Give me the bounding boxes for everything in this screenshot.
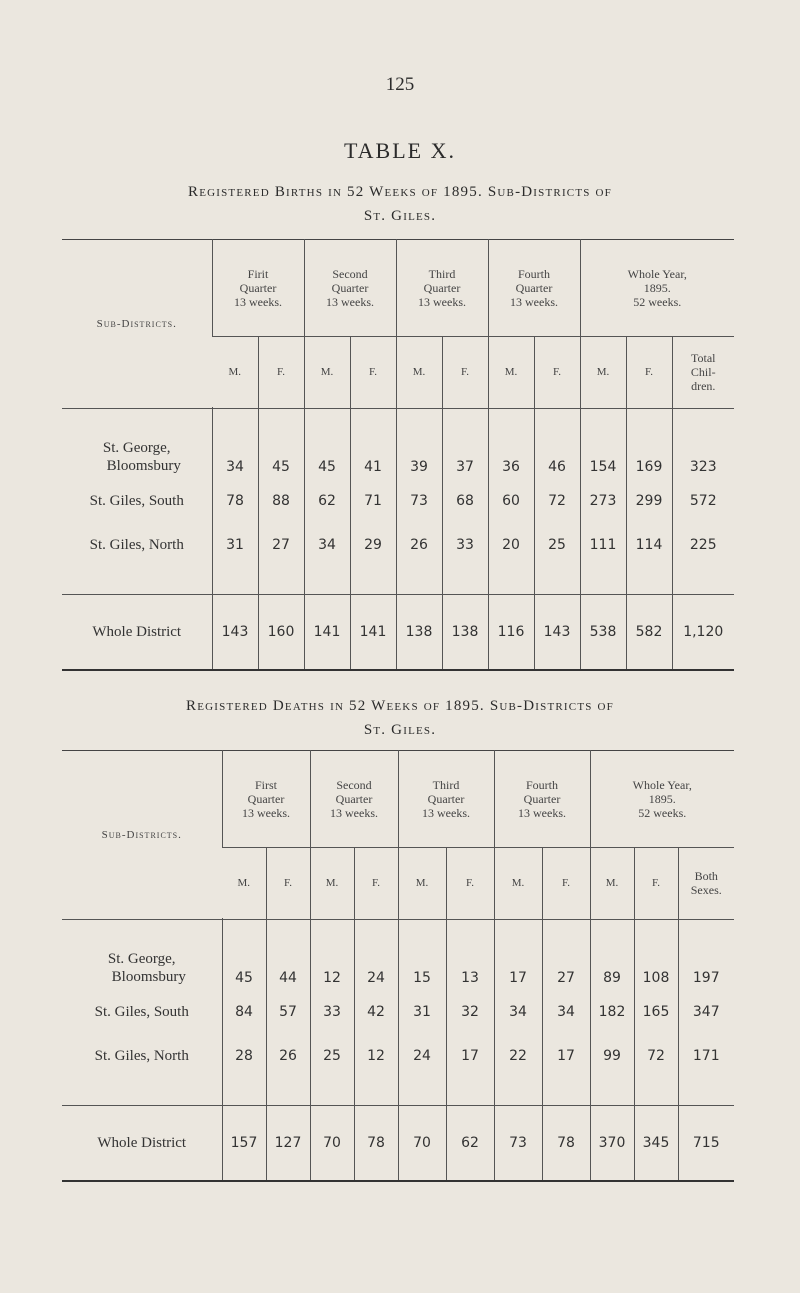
col-m: M.	[580, 337, 626, 408]
group-header: Fourth Quarter 13 weeks.	[494, 751, 590, 848]
table-title: TABLE X.	[343, 138, 456, 163]
table-cell: 73	[396, 479, 442, 523]
table-cell: 71	[350, 479, 396, 523]
table-cell: 46	[534, 409, 580, 480]
table-cell: 114	[626, 523, 672, 567]
births-header-row	[62, 240, 734, 337]
col-f: F.	[442, 337, 488, 408]
table-cell: 154	[580, 409, 626, 480]
row-label: St. George, Bloomsbury	[102, 440, 181, 474]
table-cell: 108	[634, 920, 678, 991]
deaths-caption-line1: Registered Deaths in 52 Weeks of 1895. Sub-Districts of	[186, 698, 614, 714]
table-row	[62, 990, 734, 1034]
table-cell: 24	[354, 920, 398, 991]
table-cell: 72	[634, 1034, 678, 1078]
table-cell: 73	[494, 1106, 542, 1182]
col-f: F.	[634, 848, 678, 919]
table-cell: 62	[446, 1106, 494, 1182]
table-cell: 84	[222, 990, 266, 1034]
table-cell: 160	[258, 595, 304, 671]
table-cell: 28	[222, 1034, 266, 1078]
col-f: F.	[266, 848, 310, 919]
table-cell: 44	[266, 920, 310, 991]
table-cell: 26	[266, 1034, 310, 1078]
table-cell: 15	[398, 920, 446, 991]
table-cell: 143	[212, 595, 258, 671]
table-row	[62, 523, 734, 567]
table-cell: 68	[442, 479, 488, 523]
table-cell: 45	[304, 409, 350, 480]
group-header: Second Quarter 13 weeks.	[310, 751, 398, 848]
table-cell: 33	[310, 990, 354, 1034]
col-m: M.	[590, 848, 634, 919]
table-cell: 1,120	[672, 595, 734, 671]
table-cell: 715	[678, 1106, 734, 1182]
table-cell: 89	[590, 920, 634, 991]
table-cell: 538	[580, 595, 626, 671]
table-cell: 169	[626, 409, 672, 480]
table-cell: 36	[488, 409, 534, 480]
table-cell: 34	[304, 523, 350, 567]
row-label: Whole District	[92, 624, 182, 640]
table-cell: 34	[494, 990, 542, 1034]
table-cell: 32	[446, 990, 494, 1034]
group-header: Whole Year, 1895. 52 weeks.	[580, 240, 734, 337]
col-m: M.	[228, 366, 242, 378]
table-cell: 165	[634, 990, 678, 1034]
table-cell: 323	[672, 409, 734, 480]
table-cell: 72	[534, 479, 580, 523]
group-header: Third Quarter 13 weeks.	[396, 240, 488, 337]
table-cell: 12	[310, 920, 354, 991]
table-cell: 25	[310, 1034, 354, 1078]
table-cell: 70	[310, 1106, 354, 1182]
table-cell: 24	[398, 1034, 446, 1078]
table-cell: 171	[678, 1034, 734, 1078]
table-cell: 57	[266, 990, 310, 1034]
table-cell: 127	[266, 1106, 310, 1182]
col-m: M.	[396, 337, 442, 408]
table-cell: 141	[350, 595, 396, 671]
col-m: M.	[304, 337, 350, 408]
row-label: St. Giles, North	[94, 1048, 189, 1064]
table-cell: 78	[212, 479, 258, 523]
total-row	[62, 595, 734, 671]
births-caption-line1: Registered Births in 52 Weeks of 1895. Sub-Districts of	[187, 184, 612, 200]
deaths-caption-line2: St. Giles.	[363, 722, 437, 738]
deaths-caption	[60, 694, 740, 742]
col-f: F.	[542, 848, 590, 919]
row-label: Whole District	[97, 1135, 187, 1151]
page-number: 125	[385, 74, 415, 95]
table-cell: 78	[542, 1106, 590, 1182]
col-f: F.	[534, 337, 580, 408]
table-cell: 347	[678, 990, 734, 1034]
table-cell: 27	[542, 920, 590, 991]
row-label: St. George, Bloomsbury	[107, 951, 186, 985]
table-row	[62, 409, 734, 480]
table-row	[62, 920, 734, 991]
table-cell: 62	[304, 479, 350, 523]
row-label: St. Giles, North	[89, 537, 184, 553]
table-cell: 88	[258, 479, 304, 523]
col-m: M.	[310, 848, 354, 919]
table-cell: 45	[222, 920, 266, 991]
table-cell: 182	[590, 990, 634, 1034]
table-cell: 31	[212, 523, 258, 567]
total-row	[62, 1106, 734, 1182]
col-total: Total Chil- dren.	[672, 337, 734, 408]
table-cell: 25	[534, 523, 580, 567]
deaths-table	[62, 750, 734, 1182]
col-m: M.	[488, 337, 534, 408]
table-cell: 138	[396, 595, 442, 671]
row-label: St. Giles, South	[94, 1004, 189, 1020]
table-cell: 37	[442, 409, 488, 480]
table-cell: 45	[258, 409, 304, 480]
subdistricts-header: Sub-Districts.	[96, 317, 177, 330]
row-label: St. Giles, South	[89, 493, 184, 509]
table-cell: 60	[488, 479, 534, 523]
table-cell: 157	[222, 1106, 266, 1182]
table-cell: 33	[442, 523, 488, 567]
col-total: Both Sexes.	[678, 848, 734, 919]
table-cell: 20	[488, 523, 534, 567]
table-cell: 370	[590, 1106, 634, 1182]
table-row	[62, 1034, 734, 1078]
group-header: Firit Quarter 13 weeks.	[212, 240, 304, 337]
col-f: F.	[626, 337, 672, 408]
births-table	[62, 239, 734, 671]
table-cell: 12	[354, 1034, 398, 1078]
table-cell: 42	[354, 990, 398, 1034]
table-cell: 26	[396, 523, 442, 567]
table-cell: 34	[212, 409, 258, 480]
table-cell: 34	[542, 990, 590, 1034]
table-cell: 582	[626, 595, 672, 671]
table-cell: 141	[304, 595, 350, 671]
table-cell: 39	[396, 409, 442, 480]
table-cell: 572	[672, 479, 734, 523]
col-f: F.	[350, 337, 396, 408]
col-f: F.	[258, 337, 304, 408]
table-cell: 17	[446, 1034, 494, 1078]
table-cell: 143	[534, 595, 580, 671]
table-cell: 31	[398, 990, 446, 1034]
table-cell: 17	[542, 1034, 590, 1078]
deaths-header-row	[62, 751, 734, 848]
subdistricts-header: Sub-Districts.	[101, 828, 182, 841]
table-cell: 13	[446, 920, 494, 991]
table-cell: 225	[672, 523, 734, 567]
table-cell: 22	[494, 1034, 542, 1078]
col-f: F.	[354, 848, 398, 919]
table-cell: 116	[488, 595, 534, 671]
col-m: M.	[398, 848, 446, 919]
group-header: First Quarter 13 weeks.	[222, 751, 310, 848]
col-m: M.	[237, 877, 251, 889]
births-caption	[60, 180, 740, 228]
table-row	[62, 479, 734, 523]
table-cell: 17	[494, 920, 542, 991]
col-f: F.	[446, 848, 494, 919]
group-header: Whole Year, 1895. 52 weeks.	[590, 751, 734, 848]
table-cell: 41	[350, 409, 396, 480]
table-cell: 27	[258, 523, 304, 567]
group-header: Fourth Quarter 13 weeks.	[488, 240, 580, 337]
table-cell: 138	[442, 595, 488, 671]
group-header: Third Quarter 13 weeks.	[398, 751, 494, 848]
group-header: Second Quarter 13 weeks.	[304, 240, 396, 337]
births-caption-line2: St. Giles.	[363, 208, 437, 224]
table-cell: 111	[580, 523, 626, 567]
table-cell: 197	[678, 920, 734, 991]
table-cell: 273	[580, 479, 626, 523]
table-cell: 29	[350, 523, 396, 567]
table-cell: 299	[626, 479, 672, 523]
table-cell: 345	[634, 1106, 678, 1182]
col-m: M.	[494, 848, 542, 919]
table-cell: 70	[398, 1106, 446, 1182]
table-cell: 78	[354, 1106, 398, 1182]
table-cell: 99	[590, 1034, 634, 1078]
